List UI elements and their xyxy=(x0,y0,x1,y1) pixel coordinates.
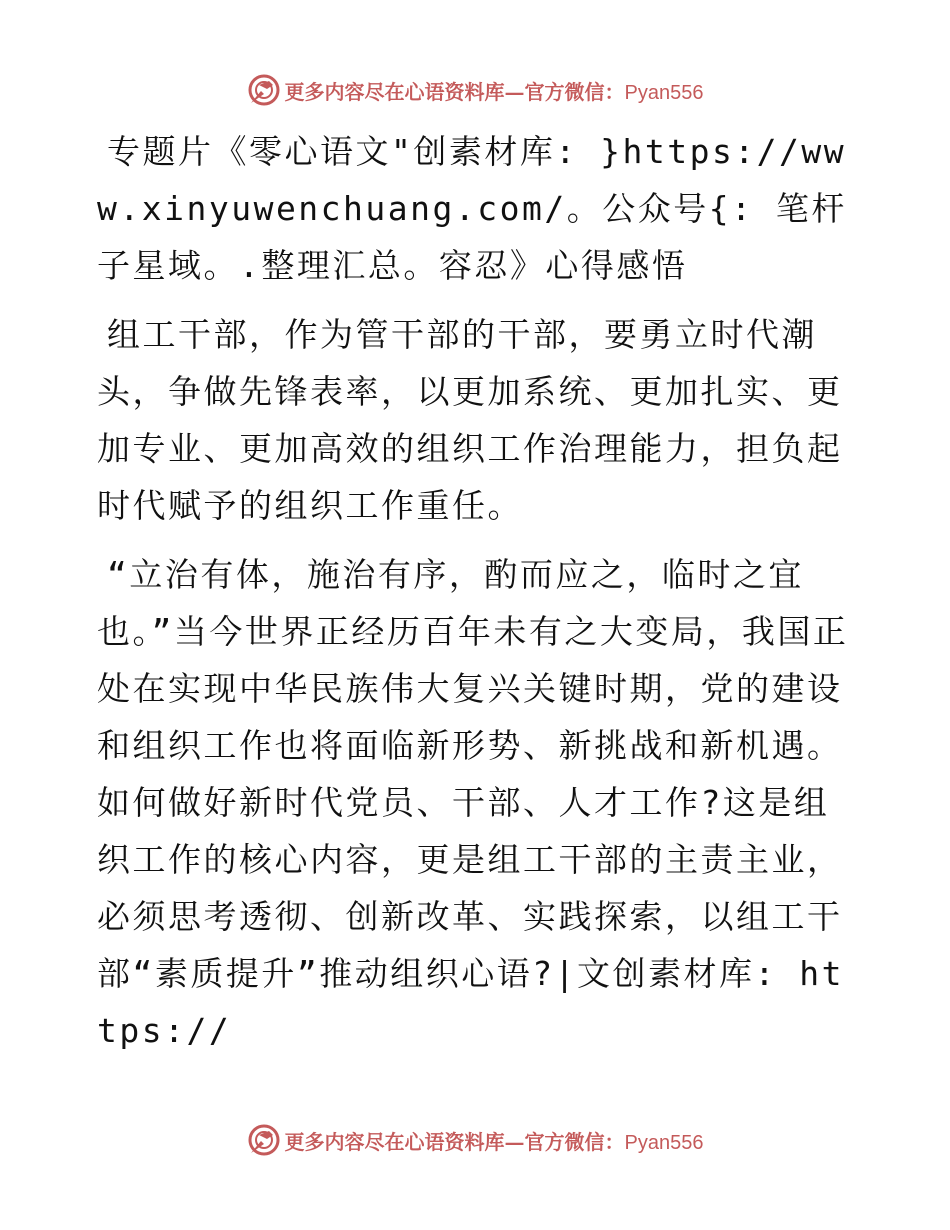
brand-logo-icon xyxy=(247,73,281,107)
paragraph-1: 专题片《零心语文"创素材库: }https://www.xinyuwenchuang.com/。公众号{: 笔杆子星域。.整理汇总。容忍》心得感悟 xyxy=(97,132,847,285)
paragraph-2: 组工干部，作为管干部的干部，要勇立时代潮头，争做先锋表率，以更加系统、更加扎实、更加专业、更加高效的组织工作治理能力，担负起时代赋予的组织工作重任。 xyxy=(97,315,843,525)
document-body xyxy=(97,123,857,1071)
brand-logo-icon xyxy=(247,1123,281,1157)
footer-banner xyxy=(0,1120,950,1160)
paragraph-3: “立治有体，施治有序，酌而应之，临时之宜也。”当今世界正经历百年未有之大变局，我国正处在实现中华民族伟大复兴关键时期，党的建设和组织工作也将面临新形势、新挑战和新机遇。如何做好新时代党员、干部、人才工作?这是组织工作的核心内容，更是组工干部的主责主业，必须思考透彻、创新改革、实践探索，以组工干部“素质提升”推动组织心语?|文创素材库: https:// xyxy=(97,555,849,1050)
header-banner xyxy=(0,70,950,110)
header-banner-text: 更多内容尽在心语资料库—官方微信：Pyan556 xyxy=(284,79,704,104)
footer-banner-text: 更多内容尽在心语资料库—官方微信：Pyan556 xyxy=(284,1129,704,1154)
